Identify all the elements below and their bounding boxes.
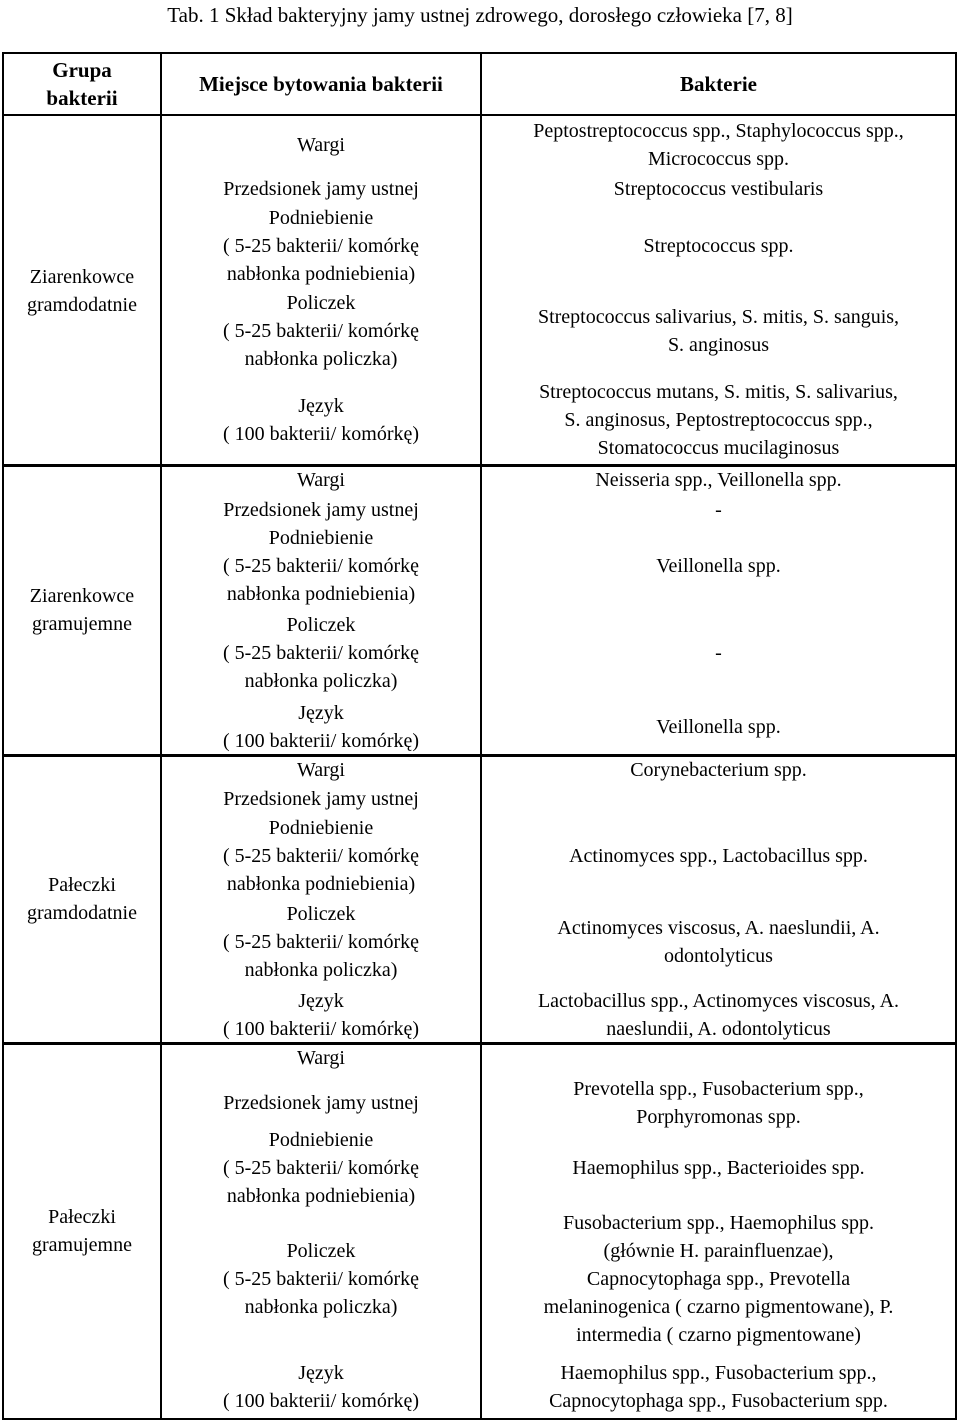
bacteria-cell: Haemophilus spp., Fusobacterium spp., Capnocytophaga spp., Fusobacterium spp. bbox=[549, 1362, 888, 1412]
bacteria-cell: Actinomyces spp., Lactobacillus spp. bbox=[569, 844, 868, 867]
site-cell: Podniebienie ( 5-25 bakterii/ komórkę nabłonka podniebienia) bbox=[222, 816, 420, 895]
bacteria-cell: - bbox=[715, 499, 722, 521]
site-cell: Przedsionek jamy ustnej bbox=[223, 499, 419, 521]
site-cell: Podniebienie ( 5-25 bakterii/ komórkę nabłonka podniebienia) bbox=[222, 527, 420, 605]
bacteria-cell: - bbox=[715, 642, 722, 664]
bacteria-cell: Neisseria spp., Veillonella spp. bbox=[595, 469, 842, 491]
header-bacteria: Bakterie bbox=[680, 72, 757, 96]
site-cell: Wargi bbox=[296, 134, 345, 156]
site-cell: Przedsionek jamy ustnej bbox=[223, 788, 419, 810]
group-divider bbox=[2, 464, 957, 467]
bacteria-cell: Streptococcus salivarius, S. mitis, S. sanguis, S. anginosus bbox=[537, 306, 900, 356]
bacteria-cell: Lactobacillus spp., Actinomyces viscosus, A. naeslundii, A. odontolyticus bbox=[537, 989, 900, 1040]
group-cell: Ziarenkowce gramujemne bbox=[29, 585, 135, 635]
bacteria-cell: Veillonella spp. bbox=[656, 555, 781, 577]
bacteria-cell: Prevotella spp., Fusobacterium spp., Porphyromonas spp. bbox=[573, 1078, 864, 1128]
bacteria-cell: Veillonella spp. bbox=[656, 716, 781, 738]
bacteria-cell bbox=[484, 785, 953, 813]
bacteria-cell: Fusobacterium spp., Haemophilus spp. (głównie H. parainfluenzae), Capnocytophaga spp., Prevotella melaninogenica ( czarno pigmentowane), P. intermedia ( czarno pigmentowane) bbox=[543, 1212, 894, 1346]
site-cell: Wargi bbox=[296, 1047, 345, 1069]
site-cell: Język ( 100 bakterii/ komórkę) bbox=[222, 395, 420, 445]
site-cell: Policzek ( 5-25 bakterii/ komórkę nabłonka policzka) bbox=[222, 292, 420, 370]
bacteria-cell: Actinomyces viscosus, A. naeslundii, A. odontolyticus bbox=[557, 917, 880, 967]
site-cell: Wargi bbox=[296, 469, 345, 491]
group-divider bbox=[2, 1042, 957, 1045]
site-cell: Podniebienie ( 5-25 bakterii/ komórkę nabłonka podniebienia) bbox=[222, 206, 420, 285]
group-cell: Ziarenkowce gramdodatnie bbox=[27, 265, 137, 316]
site-cell: Policzek ( 5-25 bakterii/ komórkę nabłonka policzka) bbox=[222, 903, 420, 981]
bacteria-table bbox=[2, 52, 957, 1420]
site-cell: Przedsionek jamy ustnej bbox=[223, 178, 419, 200]
bacteria-cell: Streptococcus spp. bbox=[643, 234, 794, 257]
site-cell: Język ( 100 bakterii/ komórkę) bbox=[222, 702, 420, 752]
group-cell: Pałeczki gramdodatnie bbox=[27, 874, 137, 924]
site-cell: Język ( 100 bakterii/ komórkę) bbox=[222, 1362, 420, 1412]
bacteria-cell: Streptococcus mutans, S. mitis, S. salivarius, S. anginosus, Peptostreptococcus spp., Stomatococcus mucilaginosus bbox=[539, 381, 898, 459]
bacteria-cell: Corynebacterium spp. bbox=[630, 759, 807, 781]
bacteria-cell bbox=[484, 1043, 953, 1073]
site-cell: Policzek ( 5-25 bakterii/ komórkę nabłonka policzka) bbox=[222, 614, 420, 692]
site-cell: Język ( 100 bakterii/ komórkę) bbox=[222, 989, 420, 1040]
site-cell: Podniebienie ( 5-25 bakterii/ komórkę nabłonka podniebienia) bbox=[222, 1128, 420, 1207]
bacteria-cell: Streptococcus vestibularis bbox=[613, 178, 824, 200]
group-divider bbox=[2, 754, 957, 757]
site-cell: Policzek ( 5-25 bakterii/ komórkę nabłonka policzka) bbox=[222, 1240, 420, 1318]
site-cell: Wargi bbox=[296, 759, 345, 781]
group-cell: Pałeczki gramujemne bbox=[32, 1205, 132, 1256]
header-group: Grupa bakterii bbox=[46, 58, 118, 110]
bacteria-cell: Peptostreptococcus spp., Staphylococcus spp., Micrococcus spp. bbox=[533, 120, 904, 170]
header-site: Miejsce bytowania bakterii bbox=[199, 72, 443, 96]
site-cell: Przedsionek jamy ustnej bbox=[223, 1092, 419, 1114]
table-caption: Tab. 1 Skład bakteryjny jamy ustnej zdrowego, dorosłego człowieka [7, 8] bbox=[167, 3, 793, 27]
bacteria-cell: Haemophilus spp., Bacterioides spp. bbox=[572, 1156, 865, 1179]
column-divider bbox=[480, 52, 482, 1420]
